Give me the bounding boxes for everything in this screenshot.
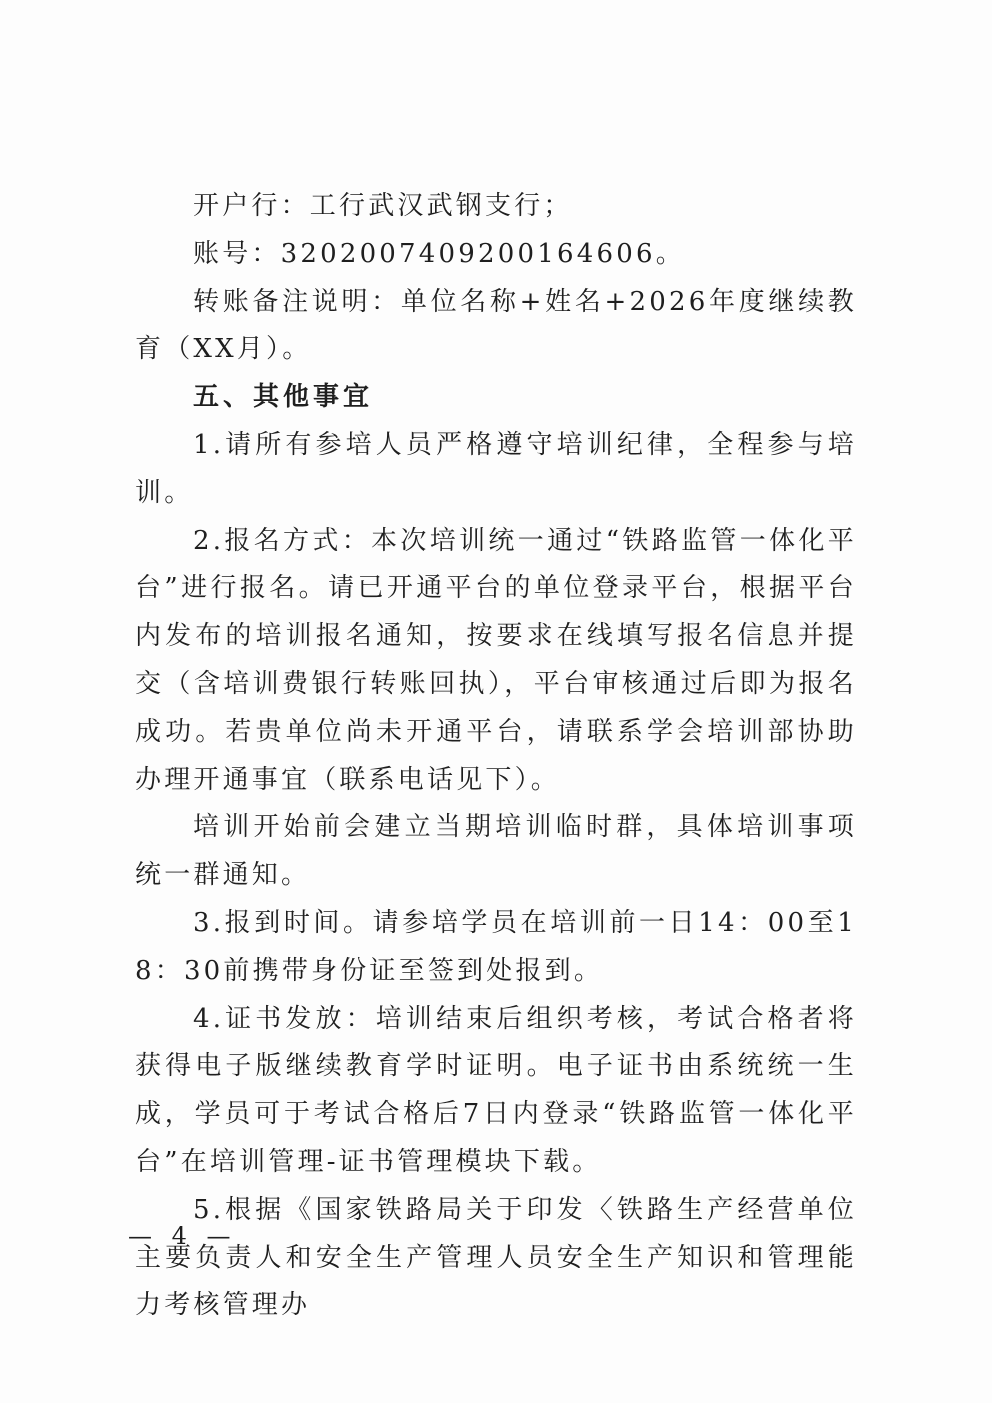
group-notice-paragraph: 培训开始前会建立当期培训临时群，具体培训事项统一群通知。 <box>135 812 857 891</box>
item-3-paragraph: 3.报到时间。请参培学员在培训前一日14：00至18：30前携带身份证至签到处报到。 <box>135 907 857 986</box>
item-5-paragraph: 5.根据《国家铁路局关于印发〈铁路生产经营单位主要负责人和安全生产管理人员安全生产知识和管理能力考核管理办 <box>135 1194 857 1321</box>
account-number-line: 账号：3202007409200164606。 <box>193 238 685 269</box>
item-4-paragraph: 4.证书发放：培训结束后组织考核，考试合格者将获得电子版继续教育学时证明。电子证书由系统统一生成，学员可于考试合格后7日内登录“铁路监管一体化平台”在培训管理-证书管理模块下载。 <box>135 1003 857 1177</box>
transfer-note-paragraph: 转账备注说明：单位名称+姓名+2026年度继续教育（XX月）。 <box>135 286 857 365</box>
item-2-paragraph: 2.报名方式：本次培训统一通过“铁路监管一体化平台”进行报名。请已开通平台的单位登录平台，根据平台内发布的培训报名通知，按要求在线填写报名信息并提交（含培训费银行转账回执），平台审核通过后即为报名成功。若贵单位尚未开通平台，请联系学会培训部协助办理开通事宜（联系电话见下）。 <box>135 525 857 795</box>
item-1-paragraph: 1.请所有参培人员严格遵守培训纪律，全程参与培训。 <box>135 429 857 508</box>
bank-name-line: 开户行：工行武汉武钢支行； <box>193 191 573 221</box>
section-heading: 五、其他事宜 <box>193 382 374 413</box>
page-number: — 4 — <box>128 1222 237 1250</box>
document-body <box>135 183 857 1330</box>
